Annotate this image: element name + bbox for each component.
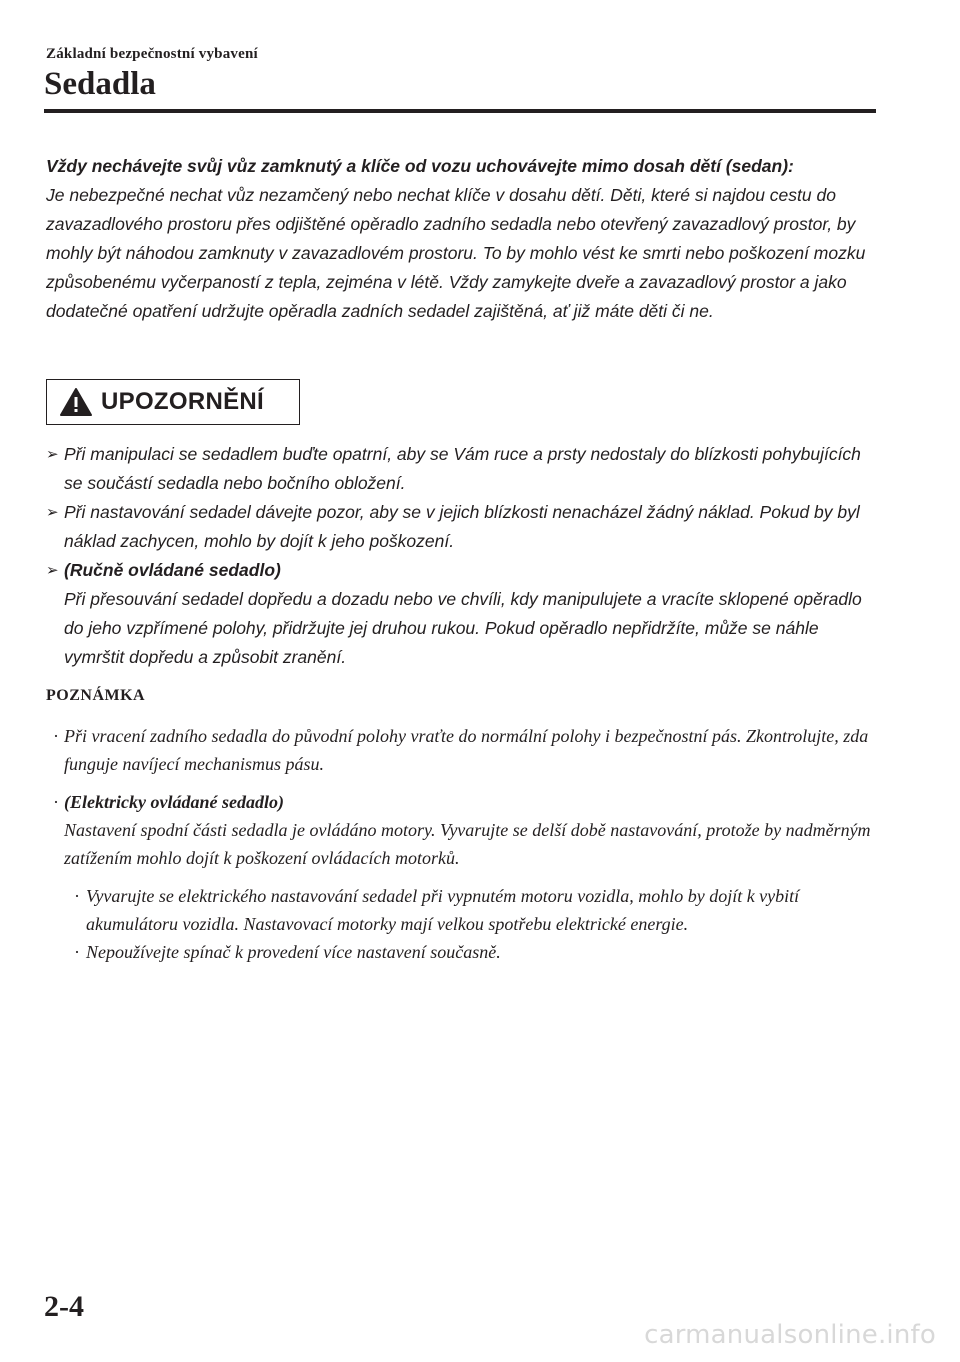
caution-list <box>46 440 876 672</box>
note-item <box>46 722 876 778</box>
caution-header-box <box>46 379 300 425</box>
section-label: Základní bezpečnostní vybavení <box>46 46 258 62</box>
caution-item-text: Při manipulaci se sedadlem buďte opatrní, aby se Vám ruce a prsty nedostaly do blízkosti pohybujících se součástí sedadla nebo bočního obložení. <box>64 444 861 493</box>
caution-item-text: Při přesouvání sedadel dopředu a dozadu nebo ve chvíli, kdy manipulujete a vracíte sklopené opěradlo do jeho vzpřímené polohy, přidržujte jej druhou rukou. Pokud opěradlo nepřidržíte, může se náhle vymrštit dopředu a způsobit zranění. <box>64 589 862 667</box>
arrow-bullet-icon: ➢ <box>46 446 59 463</box>
note-item-text: Při vracení zadního sedadla do původní polohy vraťte do normální polohy i bezpečnostní pás. Zkontrolujte, zda funguje navíjecí mechanismus pásu. <box>64 726 869 774</box>
page-title: Sedadla <box>44 66 156 102</box>
note-subitem <box>46 938 876 966</box>
note-block <box>46 682 876 966</box>
caution-item-text: Při nastavování sedadel dávejte pozor, aby se v jejich blízkosti nenacházel žádný náklad. Pokud by byl náklad zachycen, mohlo by dojít k jeho poškození. <box>64 502 860 551</box>
dot-bullet-icon: · <box>53 726 59 746</box>
dot-bullet-icon: · <box>53 792 59 812</box>
note-heading: POZNÁMKA <box>46 687 146 704</box>
caution-item <box>46 556 876 672</box>
caution-item-heading: (Ručně ovládané sedadlo) <box>64 560 281 580</box>
warning-title: Vždy nechávejte svůj vůz zamknutý a klíče od vozu uchovávejte mimo dosah dětí (sedan): <box>46 156 794 176</box>
note-subitem <box>46 882 876 938</box>
warning-block <box>46 152 866 326</box>
title-divider <box>44 109 876 113</box>
warning-text: Je nebezpečné nechat vůz nezamčený nebo nechat klíče v dosahu dětí. Děti, které si najdou cestu do zavazadlového prostoru přes odjištěné opěradlo zadního sedadla nebo otevřený zavazadlový prostor, by mohly být náhodou zamknuty v zavazadlovém prostoru. To by mohlo vést ke smrti nebo poškození mozku způsobenému vyčerpaností z tepla, zejména v létě. Vždy zamykejte dveře a zavazadlový prostor a jako dodatečné opatření udržujte opěradla zadních sedadel zajištěná, ať již máte děti či ne. <box>46 185 866 321</box>
note-item-text: Nastavení spodní části sedadla je ovládáno motory. Vyvarujte se delší době nastavování, protože by nadměrným zatížením mohlo dojít k poškození ovládacích motorků. <box>64 820 871 868</box>
note-item-heading: (Elektricky ovládané sedadlo) <box>64 792 284 812</box>
note-item <box>46 788 876 872</box>
warning-triangle-icon <box>59 387 93 417</box>
dot-bullet-icon: · <box>74 942 80 962</box>
caution-item <box>46 498 876 556</box>
note-subitem-text: Vyvarujte se elektrického nastavování sedadel při vypnutém motoru vozidla, mohlo by dojít k vybití akumulátoru vozidla. Nastavovací motorky mají velkou spotřebu elektrické energie. <box>86 886 800 934</box>
note-subitem-text: Nepoužívejte spínač k provedení více nastavení současně. <box>86 942 501 962</box>
arrow-bullet-icon: ➢ <box>46 562 59 579</box>
page-number: 2-4 <box>44 1290 84 1323</box>
dot-bullet-icon: · <box>74 886 80 906</box>
arrow-bullet-icon: ➢ <box>46 504 59 521</box>
watermark-text: carmanualsonline.info <box>644 1320 936 1350</box>
caution-item <box>46 440 876 498</box>
caution-label: UPOZORNĚNÍ <box>101 388 265 415</box>
